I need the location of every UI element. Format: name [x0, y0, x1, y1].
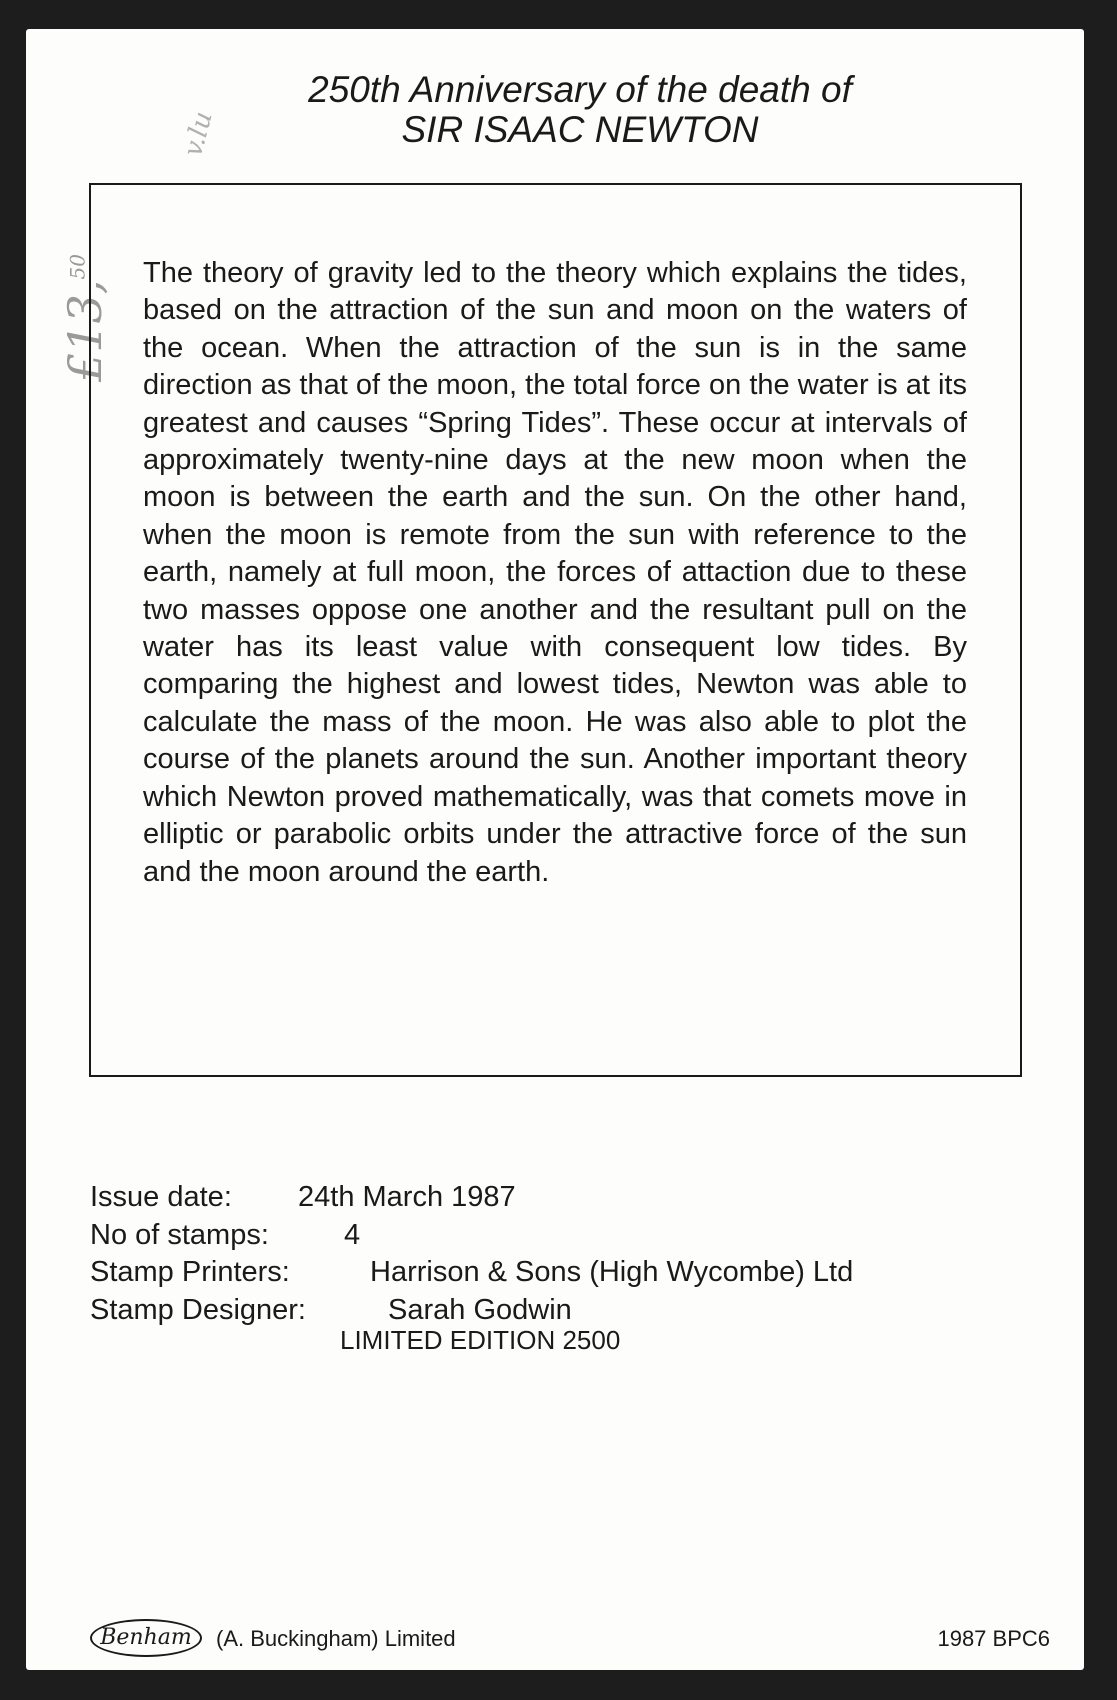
stamps-value: 4 — [344, 1218, 361, 1251]
catalogue-code: 1987 BPC6 — [937, 1626, 1050, 1651]
handwritten-price-pence: 50 — [65, 254, 90, 280]
publisher-name: (A. Buckingham) Limited — [216, 1626, 456, 1651]
handwritten-price-pounds: £13, — [58, 279, 112, 382]
printers-label: Stamp Printers: — [90, 1256, 290, 1288]
info-card — [26, 29, 1084, 1670]
issue-date-value: 24th March 1987 — [298, 1181, 516, 1213]
designer-label: Stamp Designer: — [90, 1293, 306, 1326]
description-box — [89, 183, 1022, 1077]
issue-date-label: Issue date: — [90, 1181, 232, 1213]
designer-value: Sarah Godwin — [388, 1293, 572, 1326]
limited-edition: LIMITED EDITION 2500 — [340, 1325, 621, 1355]
handwritten-note: v.lu — [178, 108, 219, 160]
title-line-1: 250th Anniversary of the death of — [308, 69, 852, 110]
title-line-2: SIR ISAAC NEWTON — [401, 109, 759, 150]
benham-logo: Benham — [90, 1619, 202, 1657]
description-text: The theory of gravity led to the theory which explains the tides, based on the attraction of the sun and moon on the waters of the ocean. When the attraction of the sun is in the same direction as that of the moon, the total force on the water is at its greatest and causes “Spring Tides”. These occur at intervals of approximately twenty-nine days at the new moon when the moon is between the earth and the sun. On the other hand, when the moon is remote from the sun with reference to the earth, namely at full moon, the forces of attaction due to these two masses oppose one another and the resultant pull on the water has its least value with consequent low tides. By comparing the highest and lowest tides, Newton was able to calculate the mass of the moon. He was also able to plot the course of the planets around the sun. Another important theory which Newton proved mathematically, was that comets move in elliptic or parabolic orbits under the attractive force of the sun and the moon around the earth. — [143, 257, 967, 888]
footer — [90, 1619, 1050, 1659]
printers-value: Harrison & Sons (High Wycombe) Ltd — [370, 1256, 854, 1288]
stamps-label: No of stamps: — [90, 1218, 269, 1251]
